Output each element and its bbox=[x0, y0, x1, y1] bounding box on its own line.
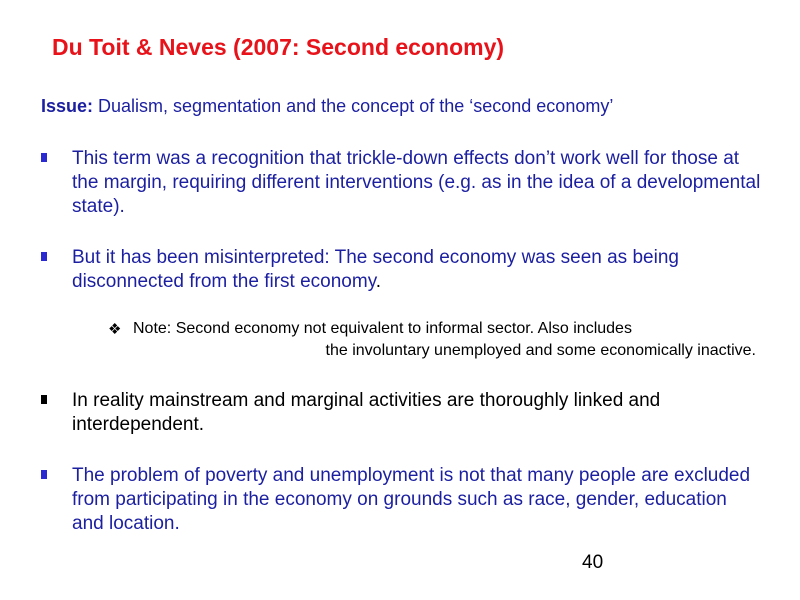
bullet-item bbox=[41, 464, 761, 536]
bullet-text bbox=[72, 246, 761, 294]
bullet-text: The problem of poverty and unemployment is not that many people are excluded from participating in the economy on grounds such as race, gender, education and location. bbox=[72, 465, 751, 534]
note-line-2: the involuntary unemployed and some economically inactive. bbox=[325, 342, 756, 359]
bullet-item bbox=[41, 147, 761, 219]
sub-note bbox=[108, 318, 758, 362]
square-bullet-icon bbox=[41, 252, 47, 261]
page-number: 40 bbox=[582, 552, 604, 573]
bullet-text-main: But it has been misinterpreted: The second economy was seen as being disconnected from the first economy bbox=[72, 247, 679, 292]
bullet-text: In reality mainstream and marginal activities are thoroughly linked and interdependent. bbox=[72, 390, 661, 435]
note-line-1: Note: Second economy not equivalent to informal sector. Also includes bbox=[133, 320, 632, 337]
bullet-item bbox=[41, 246, 761, 294]
issue-text: Dualism, segmentation and the concept of the ‘second economy’ bbox=[93, 96, 614, 116]
square-bullet-icon bbox=[41, 470, 47, 479]
bullet-item bbox=[41, 389, 761, 437]
bullet-text-end: . bbox=[375, 271, 382, 292]
diamond-bullet-icon: ❖ bbox=[108, 321, 122, 338]
issue-label: Issue: bbox=[41, 96, 94, 116]
slide-title: Du Toit & Neves (2007: Second economy) bbox=[52, 34, 505, 60]
square-bullet-icon bbox=[41, 153, 47, 162]
square-bullet-icon bbox=[41, 395, 47, 404]
issue-line bbox=[41, 96, 613, 117]
bullet-text: This term was a recognition that trickle-down effects don’t work well for those at the margin, requiring different interventions (e.g. as in the idea of a developmental state). bbox=[72, 148, 761, 217]
